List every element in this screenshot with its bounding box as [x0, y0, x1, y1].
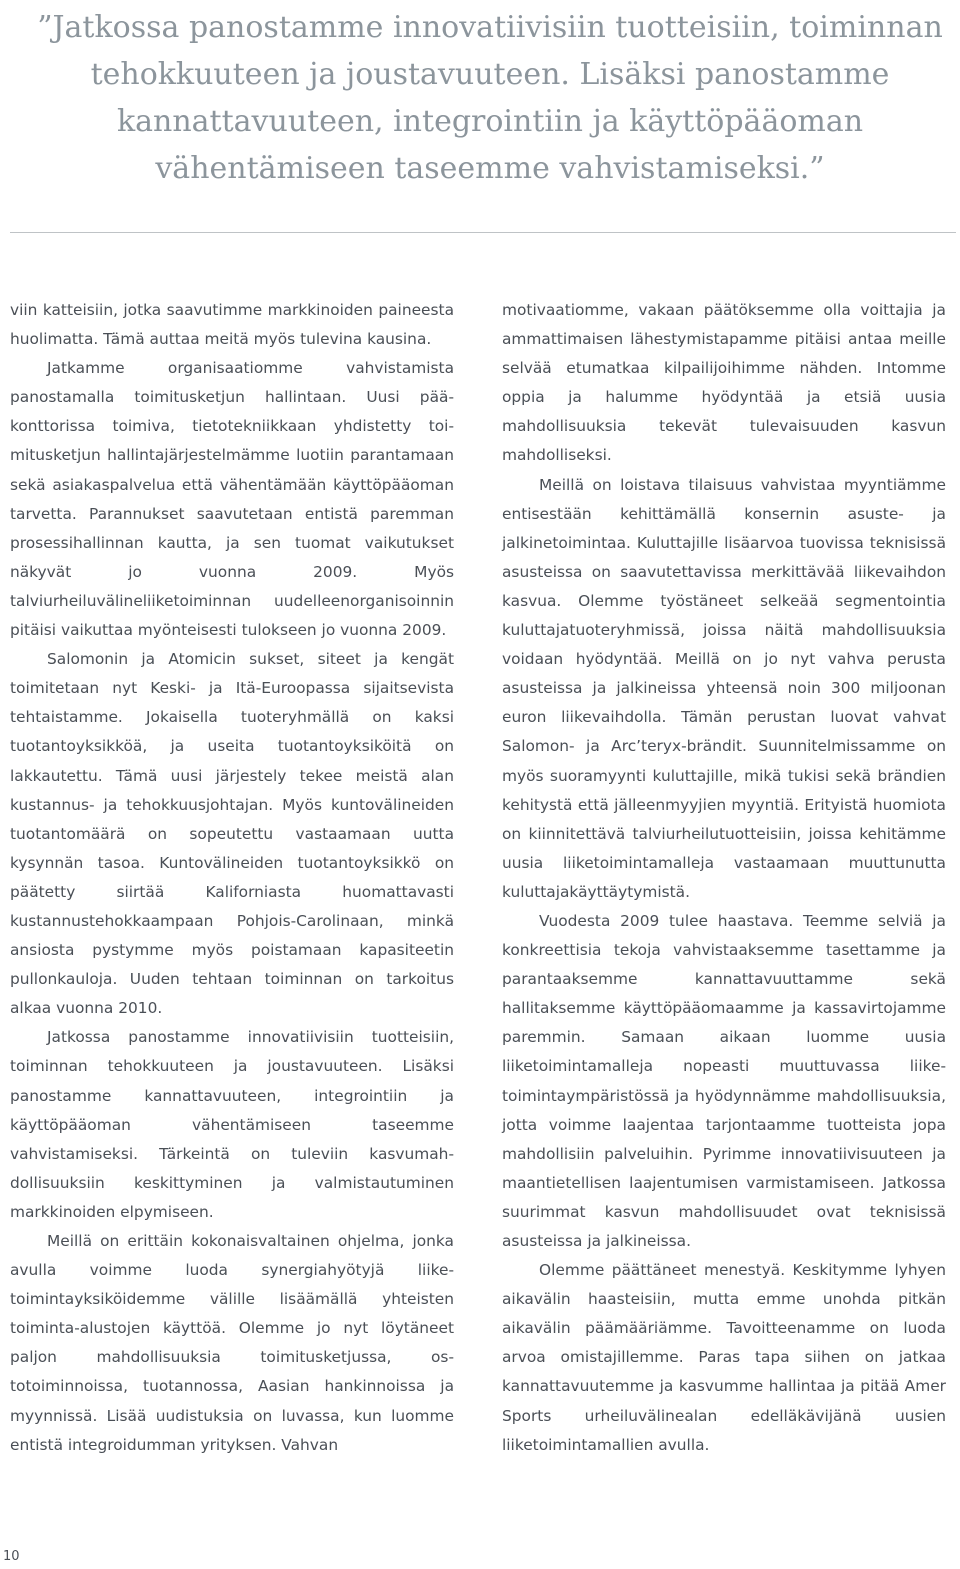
body-paragraph: motivaatiomme, vakaan päätöksemme olla voittajia ja ammattimaisen lähestymistapamme pitäisi antaa meille selvää etumatkaa kilpailijoihimme nähden. Intomme oppia ja halumme hyödyntää ja etsiä uusia mahdollisuuksia tekevät tulevaisuuden kasvun mahdolliseksi. [502, 301, 946, 465]
body-paragraph: Jatkamme organisaatiomme vahvistamista panostamalla toimitusketjun hallintaan. Uusi pääkonttorissa toimiva, tietotekniikkaan yhdistetty toimitusketjun hallintajärjestelmämme luotiin parantamaan sekä asiakaspalvelua että vähentämään käyttöpääoman tarvetta. Parannukset saavutetaan entistä paremman prosessihallinnan kautta, ja sen tuomat vaikutukset näkyvät jo vuonna 2009. Myös talviurheiluvälineliiketoiminnan uudelleenorganisoinnin pitäisi vaikuttaa myönteisesti tulokseen jo vuonna 2009. [10, 359, 454, 640]
body-paragraph: Olemme päättäneet menestyä. Keskitymme lyhyen aikavälin haasteisiin, mutta emme unohda pitkän aikavälin päämääriämme. Tavoitteenamme on luoda arvoa omistajillemme. Paras tapa siihen on jatkaa kannattavuutemme ja kasvumme hallintaa ja pitää Amer Sports urheiluvälinealan edelläkävijänä uusien liiketoimintamallien avulla. [502, 1261, 946, 1454]
body-paragraph: Vuodesta 2009 tulee haastava. Teemme selviä ja konkreettisia tekoja vahvistaaksemme tasettamme ja parantaaksemme kannattavuuttamme sekä hallitaksemme käyttöpääomaamme ja kassavirtojamme paremmin. Samaan aikaan luomme uusia liiketoimintamalleja nopeasti muuttuvassa liiketoimintaympäristössä ja hyödynnämme mahdollisuuksia, jotta voimme laajentaa tarjontaamme tuotteista jopa mahdollisiin palveluihin. Pyrimme innovatiivisuuteen ja maantietellisen laajentumisen varmistamiseen. Jatkossa suurimmat kasvun mahdollisuudet ovat teknisissä asusteissa ja jalkineissa. [502, 911, 946, 1250]
pull-quote: ”Jatkossa panostamme innovatiivisiin tuotteisiin, toiminnan tehokkuuteen ja joustavuuteen. Lisäksi panostamme kannattavuuteen, integrointiin ja käyttöpääoman vähentämiseen taseemme vahvistamiseksi.” [37, 10, 943, 186]
body-paragraph: Meillä on erittäin kokonaisvaltainen ohjelma, jonka avulla voimme luoda synergiahyötyjä liiketoimintayksiköidemme välille lisäämällä yhteisten toiminta-alustojen käyttöä. Olemme jo nyt löytäneet paljon mahdollisuuksia toimitusketjussa, ostotoiminnoissa, tuotannossa, Aasian hankinnoissa ja myynnissä. Lisää uudistuksia on luvassa, kun luomme entistä integroidumman yrityksen. Vahvan [10, 1232, 454, 1454]
body-paragraph: viin katteisiin, jotka saavutimme markkinoiden paineesta huolimatta. Tämä auttaa meitä myös tulevina kausina. [10, 301, 454, 349]
body-paragraph: Jatkossa panostamme innovatiivisiin tuotteisiin, toiminnan tehokkuuteen ja joustavuuteen. Lisäksi panostamme kannattavuuteen, integrointiin ja käyttöpääoman vähentämiseen taseemme vahvistamiseksi. Tärkeintä on tuleviin kasvumahdollisuuksiin keskittyminen ja valmistautuminen markkinoiden elpymiseen. [10, 1028, 454, 1221]
left-column [10, 296, 454, 1460]
body-paragraph: Meillä on loistava tilaisuus vahvistaa myyntiämme entisestään kehittämällä konsernin asuste- ja jalkinetoimintaa. Kuluttajille lisäarvoa tuovissa teknisissä asusteissa on saavutettavissa merkittävää liikevaihdon kasvua. Olemme työstäneet selkeää segmentointia kuluttajatuoteryhmissä, joissa näitä mahdollisuuksia voidaan hyödyntää. Meillä on jo nyt vahva perusta asusteissa ja jalkineissa yhteensä noin 300 miljoonan euron liikevaihdolla. Tämän perustan luovat vahvat Salomon- ja Arc’teryx-brändit. Suunnitelmissamme on myös suoramyynti kuluttajille, mikä tukisi sekä brändien kehitystä että jälleenmyyjien myyntiä. Erityistä huomiota on kiinnitettävä talviurheilutuotteisiin, joissa kehitämme uusia liiketoimintamalleja vastaamaan muuttunutta kuluttajakäyttäytymistä. [502, 475, 946, 901]
page-number: 10 [3, 1549, 20, 1564]
body-paragraph: Salomonin ja Atomicin sukset, siteet ja kengät toimitetaan nyt Keski- ja Itä-Euroopassa sijaitsevista tehtaistamme. Jokaisella tuoteryhmällä on kaksi tuotantoyksikköä, ja useita tuotantoyksiköitä on lakkautettu. Tämä uusi järjestely tekee meistä alan kustannus- ja tehokkuusjohtajan. Myös kuntovälineiden tuotantomäärä on sopeutettu vastaamaan uutta kysynnän tasoa. Kuntovälineiden tuotantoyksikkö on päätetty siirtää Kaliforniasta huomattavasti kustannustehokkaampaan Pohjois-Carolinaan, minkä ansiosta pystymme myös poistamaan kapasiteetin pullonkauloja. Uuden tehtaan toiminnan on tarkoitus alkaa vuonna 2010. [10, 650, 454, 1018]
divider-line [10, 232, 956, 233]
right-column [502, 296, 946, 1460]
